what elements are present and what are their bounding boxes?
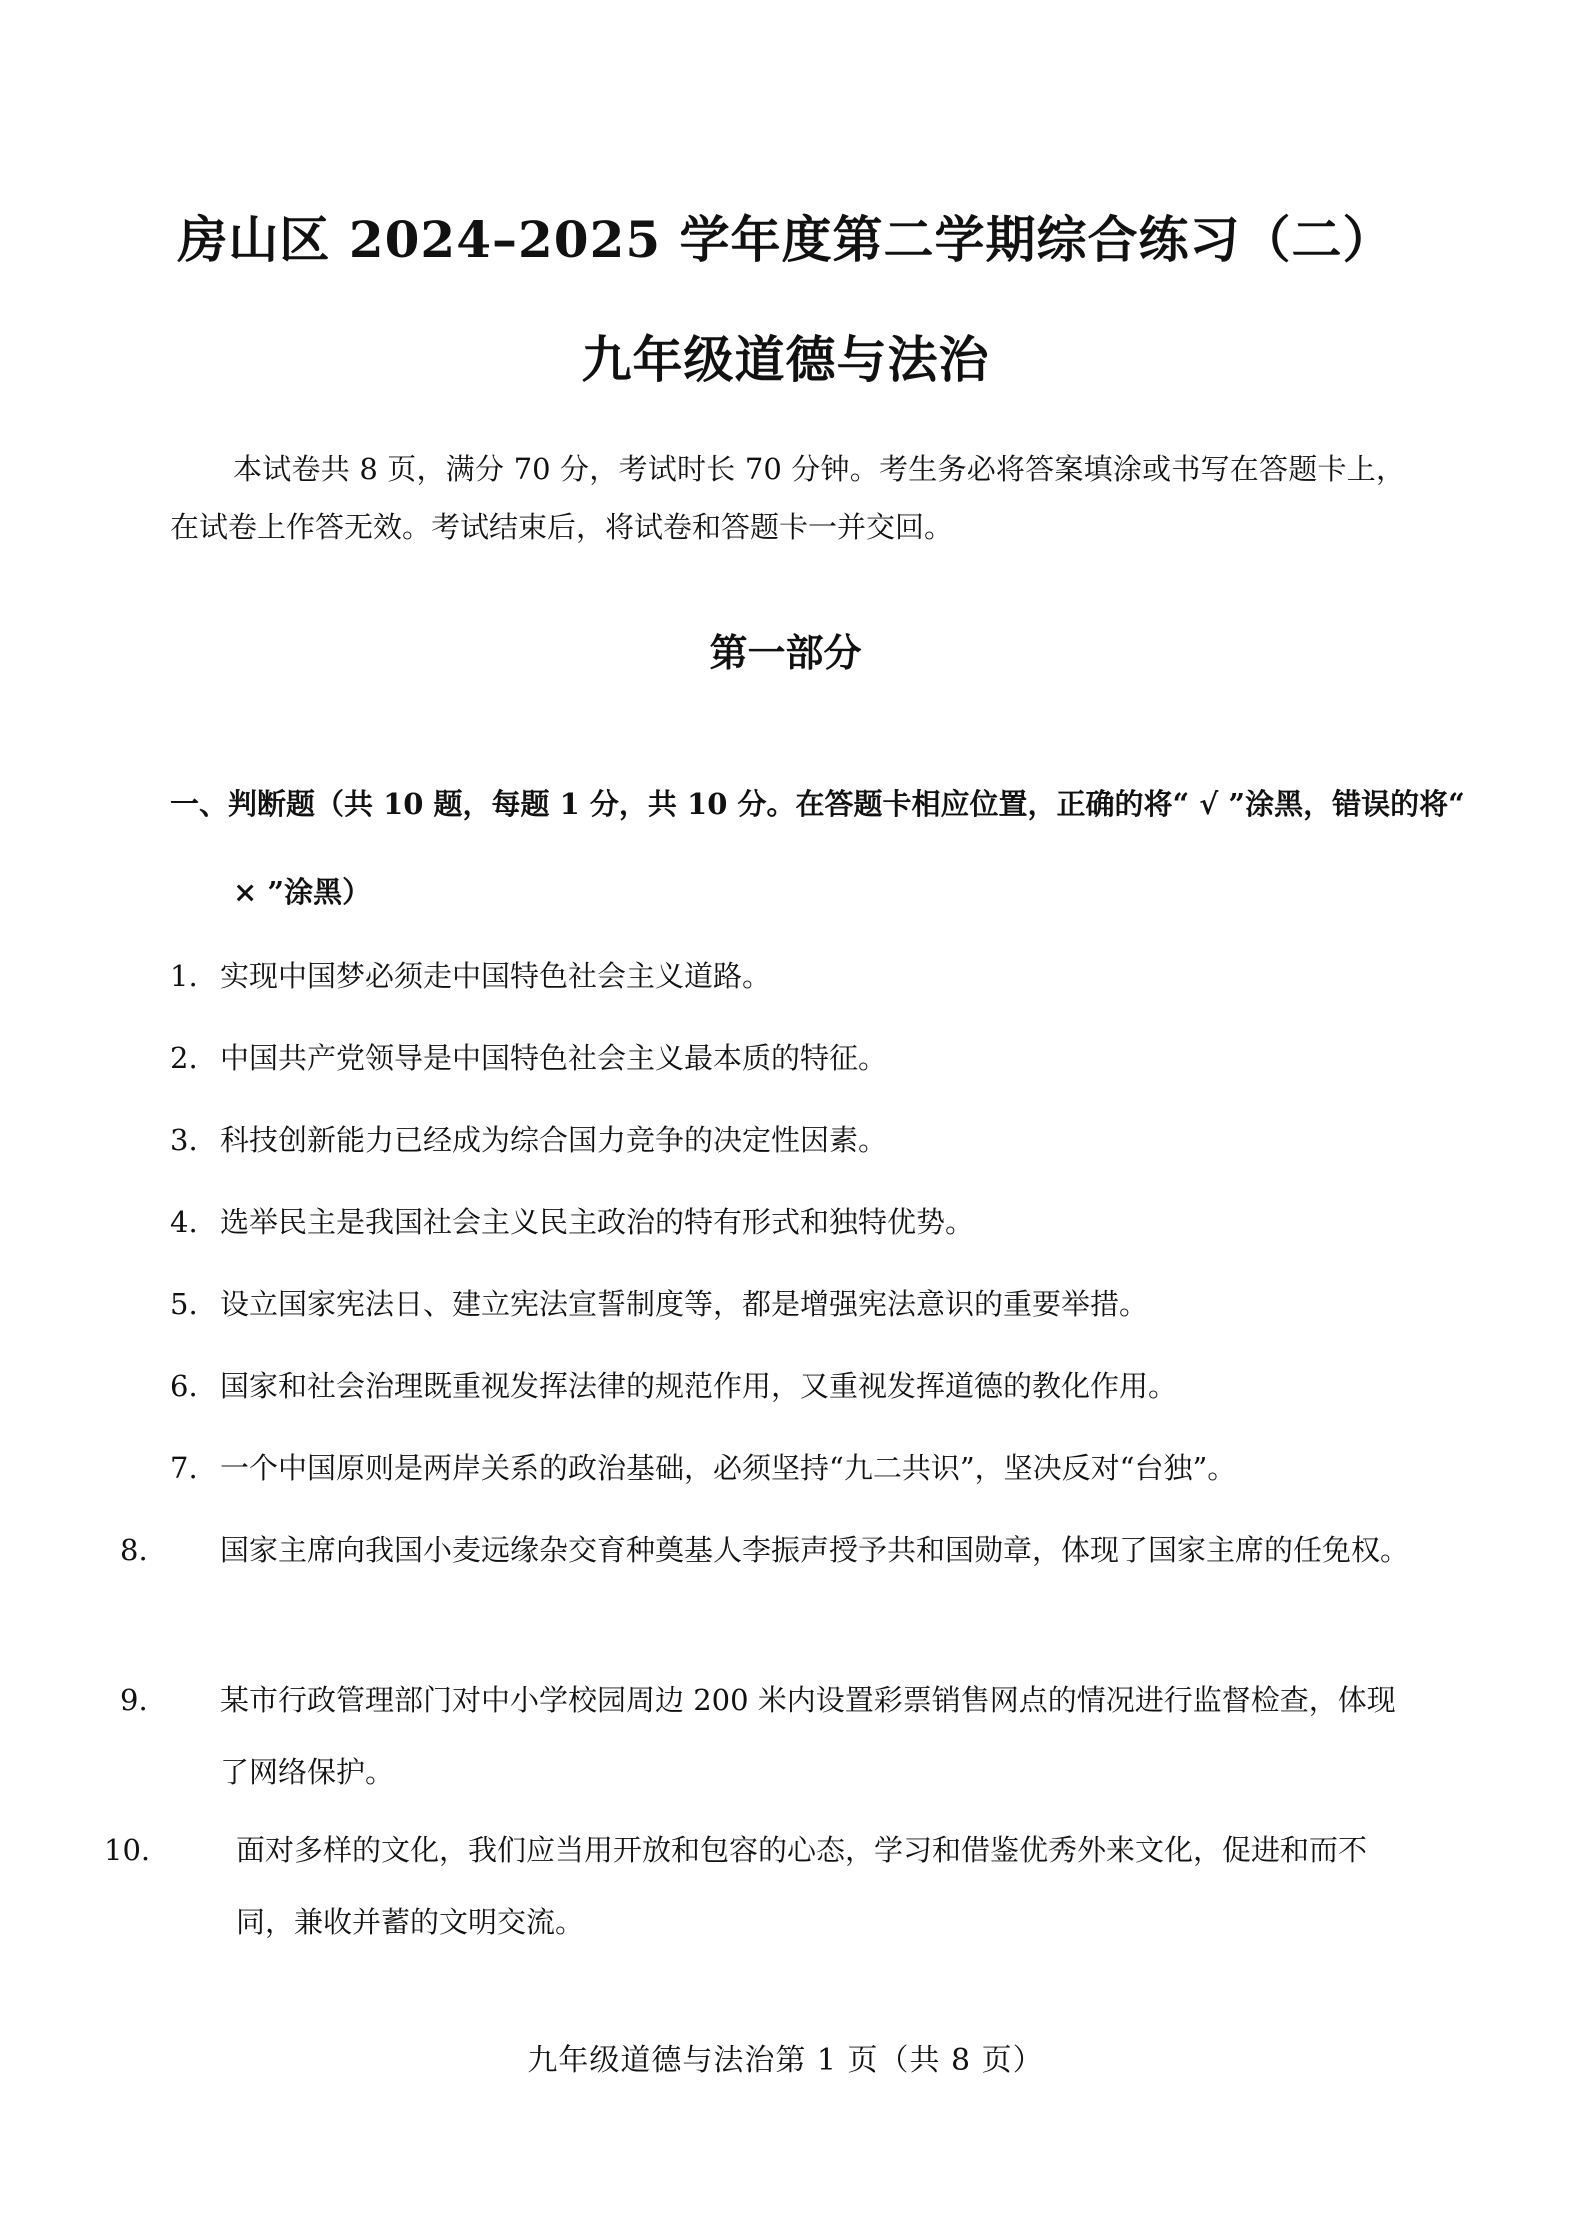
exam-subject-title: 九年级道德与法治 [581, 330, 990, 389]
question-item [170, 1350, 1410, 1422]
question-text: 国家主席向我国小麦远缘杂交育种奠基人李振声授予共和国勋章，体现了国家主席的任免权。 [220, 1533, 1410, 1567]
question-text: 国家和社会治理既重视发挥法律的规范作用，又重视发挥道德的教化作用。 [220, 1369, 1178, 1403]
question-item [170, 1432, 1410, 1504]
question-item [170, 1022, 1410, 1094]
page-footer: 九年级道德与法治第 1 页（共 8 页） [527, 2043, 1044, 2078]
question-item [170, 1186, 1410, 1258]
question-number: 7. [170, 1451, 198, 1485]
question-number: 10. [104, 1833, 151, 1867]
question-text: 面对多样的文化，我们应当用开放和包容的心态，学习和借鉴优秀外来文化，促进和而不同，兼收并蓄的文明交流。 [236, 1833, 1368, 1939]
question-item [104, 1814, 1410, 1958]
question-item [170, 1268, 1410, 1340]
question-text: 科技创新能力已经成为综合国力竞争的决定性因素。 [220, 1123, 888, 1157]
exam-instructions: 本试卷共 8 页，满分 70 分，考试时长 70 分钟。考生务必将答案填涂或书写在答题卡上，在试卷上作答无效。考试结束后，将试卷和答题卡一并交回。 [170, 452, 1405, 544]
question-text: 选举民主是我国社会主义民主政治的特有形式和独特优势。 [220, 1205, 975, 1239]
question-text: 实现中国梦必须走中国特色社会主义道路。 [220, 959, 772, 993]
exam-title: 房山区 2024–2025 学年度第二学期综合练习（二） [177, 210, 1394, 269]
part-heading: 第一部分 [709, 630, 862, 675]
section-heading: 一、判断题（共 10 题，每题 1 分，共 10 分。在答题卡相应位置，正确的将“ √ ”涂黑，错误的将“ × ”涂黑） [170, 787, 1465, 909]
question-text: 一个中国原则是两岸关系的政治基础，必须坚持“九二共识”，坚决反对“台独”。 [220, 1451, 1237, 1485]
question-number: 9. [120, 1683, 148, 1717]
question-text: 中国共产党领导是中国特色社会主义最本质的特征。 [220, 1041, 888, 1075]
question-item [120, 1664, 1410, 1808]
question-text: 某市行政管理部门对中小学校园周边 200 米内设置彩票销售网点的情况进行监督检查，体现了网络保护。 [220, 1683, 1396, 1789]
question-text: 设立国家宪法日、建立宪法宣誓制度等，都是增强宪法意识的重要举措。 [220, 1287, 1149, 1321]
question-item [120, 1514, 1410, 1586]
question-number: 1. [170, 959, 198, 993]
question-number: 4. [170, 1205, 198, 1239]
question-number: 3. [170, 1123, 198, 1157]
question-number: 6. [170, 1369, 198, 1403]
question-number: 2. [170, 1041, 198, 1075]
question-number: 5. [170, 1287, 198, 1321]
question-item [170, 1104, 1410, 1176]
question-number: 8. [120, 1533, 148, 1567]
question-item [170, 940, 1410, 1012]
